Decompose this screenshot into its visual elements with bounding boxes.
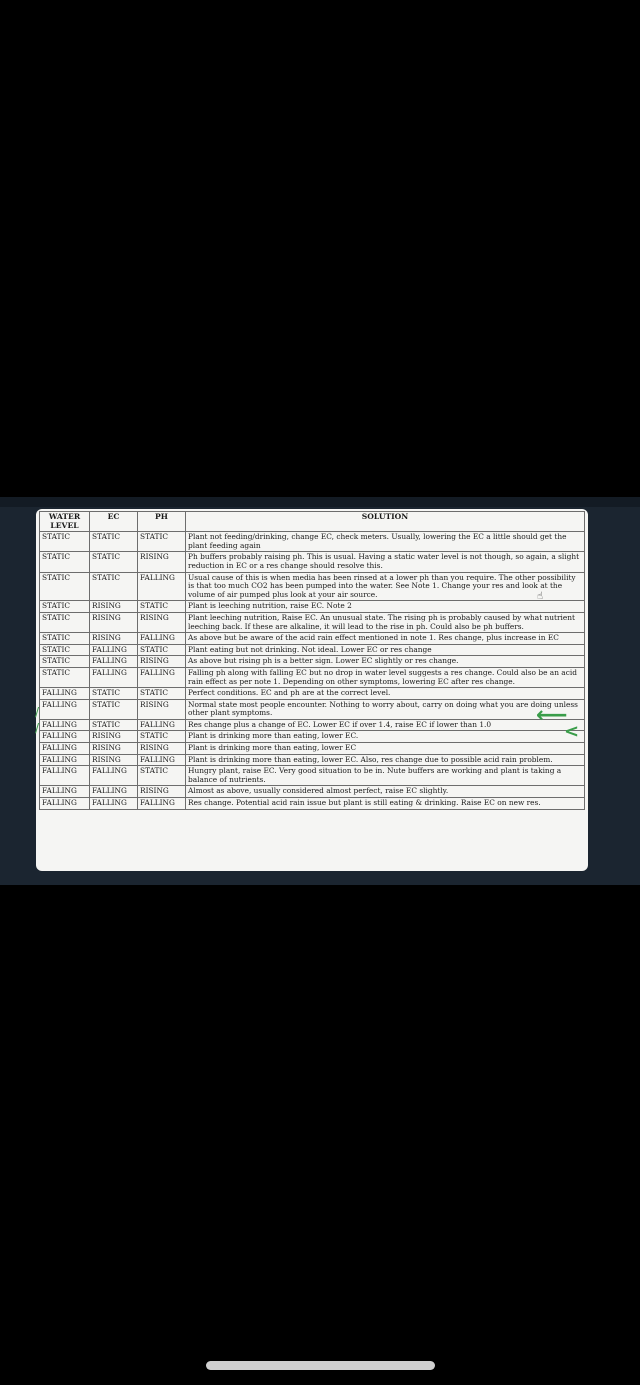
cell-ph: RISING [138,656,186,668]
cell-ec: FALLING [90,644,138,656]
highlight-arrow-icon: < [564,721,580,742]
cell-solution: Plant leeching nutrition, Raise EC. An unusual state. The rising ph is probably caused by what nutrient leeching back. If these are alkaline, it will lead to the rise in ph. Could also be ph buffers. [186,612,585,632]
cell-water-level: FALLING [40,766,90,786]
cell-ec: RISING [90,754,138,766]
cell-solution: As above but be aware of the acid rain effect mentioned in note 1. Res change, plus increase in EC [186,633,585,645]
table-row [40,754,585,766]
hand-cursor-icon: ☝ [537,591,544,602]
cell-water-level: FALLING [40,798,90,810]
cell-ec: RISING [90,612,138,632]
table-row [40,633,585,645]
table-row [40,667,585,687]
cell-ec: FALLING [90,656,138,668]
table-row [40,688,585,700]
table-row [40,644,585,656]
cell-ph: FALLING [138,633,186,645]
cell-ph: STATIC [138,601,186,613]
cell-ph: FALLING [138,667,186,687]
cell-solution: Res change. Potential acid rain issue but plant is still eating & drinking. Raise EC on new res. [186,798,585,810]
photo-of-table[interactable] [0,497,640,885]
cell-water-level: FALLING [40,688,90,700]
table-row [40,532,585,552]
cell-solution: Plant is leeching nutrition, raise EC. Note 2 [186,601,585,613]
table-header-row [40,512,585,532]
cell-ec: STATIC [90,699,138,719]
cell-ph: FALLING [138,754,186,766]
header-water-level: WATER LEVEL [40,512,90,532]
cell-ec: RISING [90,601,138,613]
table-row [40,656,585,668]
table-row [40,552,585,572]
cell-ec: RISING [90,743,138,755]
table-row [40,798,585,810]
table-row [40,743,585,755]
home-indicator[interactable] [206,1361,435,1370]
cell-ph: RISING [138,699,186,719]
cell-ph: RISING [138,786,186,798]
cell-solution: Usual cause of this is when media has been rinsed at a lower ph than you require. The other possibility is that too much CO2 has been pumped into the water. See Note 1. Change your res and look at the volume of air pumped plus look at your air source. [186,572,585,601]
cell-solution: Plant eating but not drinking. Not ideal. Lower EC or res change [186,644,585,656]
cell-ec: FALLING [90,766,138,786]
header-solution: SOLUTION [186,512,585,532]
cell-water-level: FALLING [40,786,90,798]
photo-top-strip [0,497,640,507]
cell-ph: RISING [138,612,186,632]
table-row [40,601,585,613]
header-ph: PH [138,512,186,532]
cell-water-level: FALLING [40,699,90,719]
reference-table-sheet [36,509,588,871]
table-row [40,731,585,743]
table-row [40,766,585,786]
cell-water-level: FALLING [40,719,90,731]
table-row [40,719,585,731]
cell-ec: STATIC [90,572,138,601]
cell-solution: Hungry plant, raise EC. Very good situation to be in. Nute buffers are working and plant is taking a balance of nutrients. [186,766,585,786]
cell-solution: As above but rising ph is a better sign. Lower EC slightly or res change. [186,656,585,668]
cell-solution: Almost as above, usually considered almost perfect, raise EC slightly. [186,786,585,798]
table-body [40,532,585,809]
cell-water-level: STATIC [40,644,90,656]
cell-ec: STATIC [90,552,138,572]
cell-water-level: FALLING [40,754,90,766]
cell-solution: Plant is drinking more than eating, lower EC. Also, res change due to possible acid rain problem. [186,754,585,766]
cell-ec: STATIC [90,719,138,731]
cell-ec: STATIC [90,688,138,700]
cell-ph: STATIC [138,644,186,656]
cell-water-level: STATIC [40,552,90,572]
cell-ec: RISING [90,633,138,645]
cell-ec: FALLING [90,798,138,810]
cell-solution: Res change plus a change of EC. Lower EC if over 1.4, raise EC if lower than 1.0 [186,719,585,731]
cell-solution: Plant is drinking more than eating, lower EC. [186,731,585,743]
cell-water-level: FALLING [40,731,90,743]
cell-solution: Plant not feeding/drinking, change EC, check meters. Usually, lowering the EC a little should get the plant feeding again [186,532,585,552]
table-row [40,699,585,719]
cell-solution: Perfect conditions. EC and ph are at the correct level. [186,688,585,700]
cell-water-level: STATIC [40,532,90,552]
cell-ec: RISING [90,731,138,743]
cell-ph: STATIC [138,766,186,786]
cell-ec: FALLING [90,667,138,687]
cell-ec: STATIC [90,532,138,552]
table-row [40,786,585,798]
checkmark-icon: / [35,721,40,735]
cell-ph: STATIC [138,532,186,552]
cell-ph: FALLING [138,719,186,731]
cell-water-level: STATIC [40,601,90,613]
cell-solution: Falling ph along with falling EC but no drop in water level suggests a res change. Could also be an acid rain effect as per note 1. Depending on other symptoms, lowering EC after res change. [186,667,585,687]
cell-water-level: STATIC [40,656,90,668]
cell-solution: Plant is drinking more than eating, lower EC [186,743,585,755]
cell-solution: Normal state most people encounter. Nothing to worry about, carry on doing what you are doing unless other plant symptoms. [186,699,585,719]
cell-water-level: FALLING [40,743,90,755]
highlight-arrow-icon: ⟵ [536,703,568,728]
cell-ph: FALLING [138,798,186,810]
cell-water-level: STATIC [40,572,90,601]
checkmark-icon: / [35,705,40,719]
table-row [40,572,585,601]
cell-solution: Ph buffers probably raising ph. This is usual. Having a static water level is not though, so again, a slight reduction in EC or a res change should resolve this. [186,552,585,572]
cell-ph: STATIC [138,731,186,743]
header-ec: EC [90,512,138,532]
nutrient-troubleshooting-table [39,511,585,810]
cell-ph: RISING [138,743,186,755]
cell-ph: FALLING [138,572,186,601]
cell-water-level: STATIC [40,667,90,687]
cell-water-level: STATIC [40,633,90,645]
table-row [40,612,585,632]
cell-water-level: STATIC [40,612,90,632]
cell-ph: STATIC [138,688,186,700]
cell-ec: FALLING [90,786,138,798]
cell-ph: RISING [138,552,186,572]
